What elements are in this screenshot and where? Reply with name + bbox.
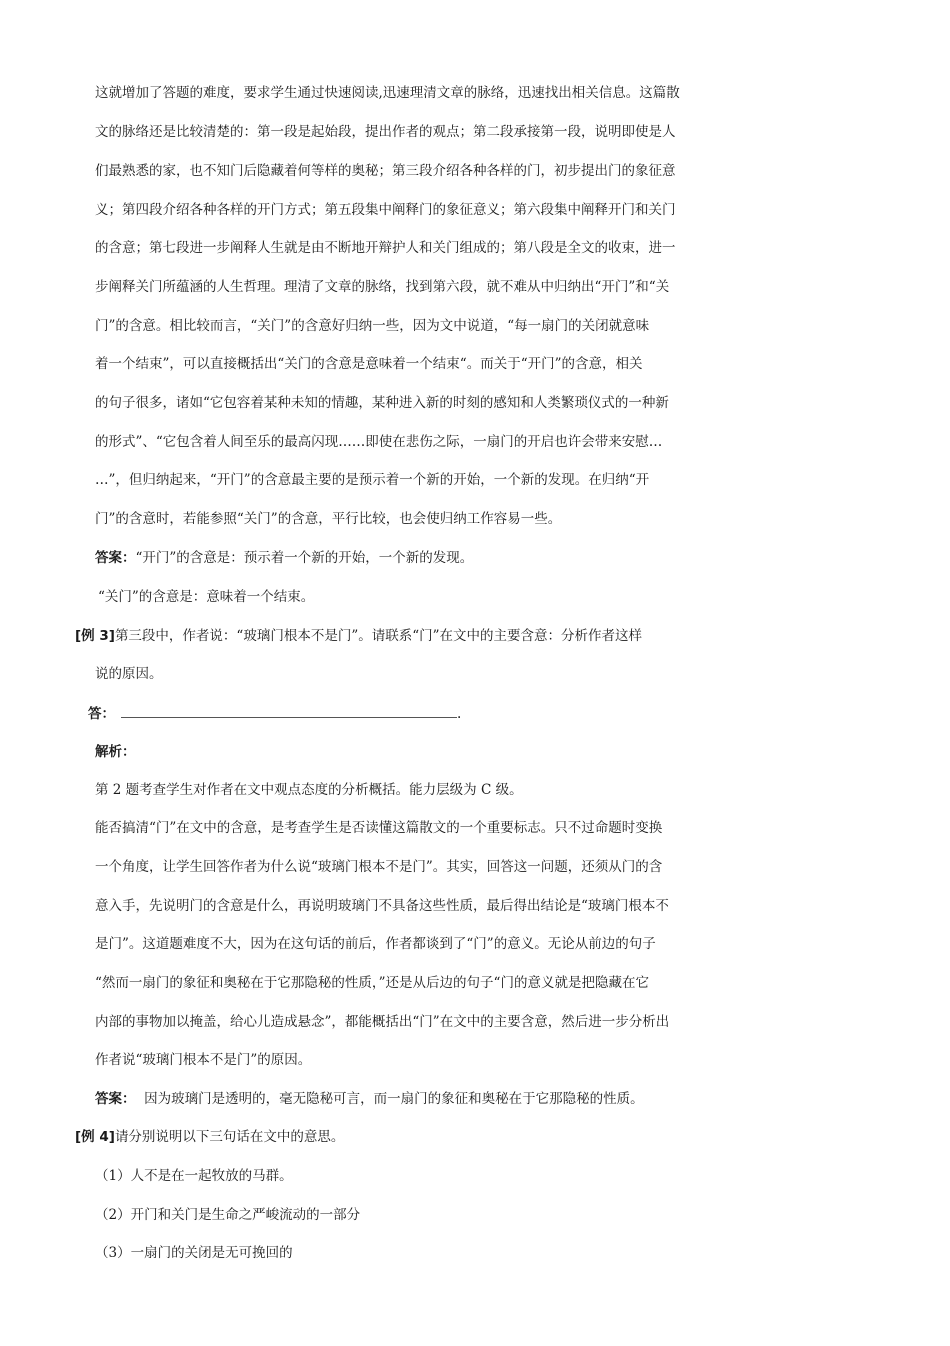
text-line: “然而一扇门的象征和奥秘在于它那隐秘的性质，”还是从后边的句子“门的意义就是把隐藏在它 bbox=[95, 975, 649, 991]
analysis-label: 解析： bbox=[95, 744, 136, 760]
final-answer-line bbox=[95, 1089, 644, 1109]
example-4-question-text: 请分别说明以下三句话在文中的意思。 bbox=[114, 1129, 345, 1145]
example-3-question-text: 第三段中，作者说：“玻璃门根本不是门”。请联系“门”在文中的主要含意：分析作者这样 bbox=[114, 628, 643, 644]
answer-text: “开门”的含意是：预示着一个新的开始，一个新的发现。 bbox=[135, 550, 474, 566]
answer-label: 答案： bbox=[95, 550, 136, 566]
text-line: 步阐释关门所蕴涵的人生哲理。理清了文章的脉络，找到第六段，就不难从中归纳出“开门”和“关 bbox=[95, 279, 670, 295]
example-3-question bbox=[75, 626, 642, 646]
example-3-tag: [例 3] bbox=[75, 628, 115, 644]
text-line: 门”的含意。相比较而言，“关门”的含意好归纳一些，因为文中说道，“每一扇门的关闭就意味 bbox=[95, 318, 650, 334]
answer-blank-label: 答： bbox=[88, 706, 115, 722]
text-line: 的形式”、“它包含着人间至乐的最高闪现……即使在悲伤之际，一扇门的开启也许会带来安慰… bbox=[95, 434, 663, 450]
text-line: 义；第四段介绍各种各样的开门方式；第五段集中阐释门的象征意义；第六段集中阐释开门和关门 bbox=[95, 202, 676, 218]
final-answer-text: 因为玻璃门是透明的，毫无隐秘可言，而一扇门的象征和奥秘在于它那隐秘的性质。 bbox=[144, 1091, 644, 1107]
text-line: 文的脉络还是比较清楚的：第一段是起始段，提出作者的观点；第二段承接第一段，说明即使是人 bbox=[95, 124, 676, 140]
list-item: （3）一扇门的关闭是无可挽回的 bbox=[95, 1245, 293, 1261]
list-item: （1）人不是在一起牧放的马群。 bbox=[95, 1168, 293, 1184]
text-line: 意入手，先说明门的含意是什么，再说明玻璃门不具备这些性质，最后得出结论是“玻璃门根本不 bbox=[95, 898, 669, 914]
example-4-tag: [例 4] bbox=[75, 1129, 115, 1145]
text-line: 们最熟悉的家，也不知门后隐藏着何等样的奥秘；第三段介绍各种各样的门，初步提出门的象征意 bbox=[95, 163, 676, 179]
text-line: 的含意；第七段进一步阐释人生就是由不断地开辩护人和关门组成的；第八段是全文的收束，进一 bbox=[95, 240, 676, 256]
text-line: 能否搞清“门”在文中的含意，是考查学生是否读懂这篇散文的一个重要标志。只不过命题时变换 bbox=[95, 820, 663, 836]
text-line: 是门”。这道题难度不大，因为在这句话的前后，作者都谈到了“门”的意义。无论从前边的句子 bbox=[95, 936, 656, 952]
answer-blank-field[interactable] bbox=[121, 703, 457, 718]
text-line: …”，但归纳起来，“开门”的含意最主要的是预示着一个新的开始，一个新的发现。在归纳“开 bbox=[95, 472, 650, 488]
list-item: （2）开门和关门是生命之严峻流动的一部分 bbox=[95, 1207, 361, 1223]
text-line: 一个角度，让学生回答作者为什么说“玻璃门根本不是门”。其实，回答这一问题，还须从门的含 bbox=[95, 859, 663, 875]
text-line: 着一个结束”，可以直接概括出“关门的含意是意味着一个结束“。而关于“开门”的含意，相关 bbox=[95, 356, 643, 372]
answer-line-2: “关门”的含意是：意味着一个结束。 bbox=[98, 589, 315, 605]
answer-blank-end: . bbox=[457, 706, 462, 722]
answer-line bbox=[95, 548, 473, 568]
example-3-question-cont: 说的原因。 bbox=[95, 666, 163, 682]
text-line: 作者说“玻璃门根本不是门”的原因。 bbox=[95, 1052, 312, 1068]
analysis-intro: 第 2 题考查学生对作者在文中观点态度的分析概括。能力层级为 C 级。 bbox=[95, 782, 523, 798]
text-line: 内部的事物加以掩盖，给心儿造成悬念”，都能概括出“门”在文中的主要含意，然后进一步分析出 bbox=[95, 1014, 670, 1030]
text-line: 这就增加了答题的难度，要求学生通过快速阅读,迅速理清文章的脉络，迅速找出相关信息。这篇散 bbox=[95, 85, 680, 101]
example-4-question bbox=[75, 1127, 344, 1147]
text-line: 的句子很多，诸如“它包容着某种未知的情趣，某种进入新的时刻的感知和人类繁琐仪式的一种新 bbox=[95, 395, 669, 411]
answer-blank-line bbox=[88, 703, 461, 724]
final-answer-label: 答案： bbox=[95, 1091, 136, 1107]
text-line: 门”的含意时，若能参照“关门”的含意，平行比较，也会使归纳工作容易一些。 bbox=[95, 511, 562, 527]
